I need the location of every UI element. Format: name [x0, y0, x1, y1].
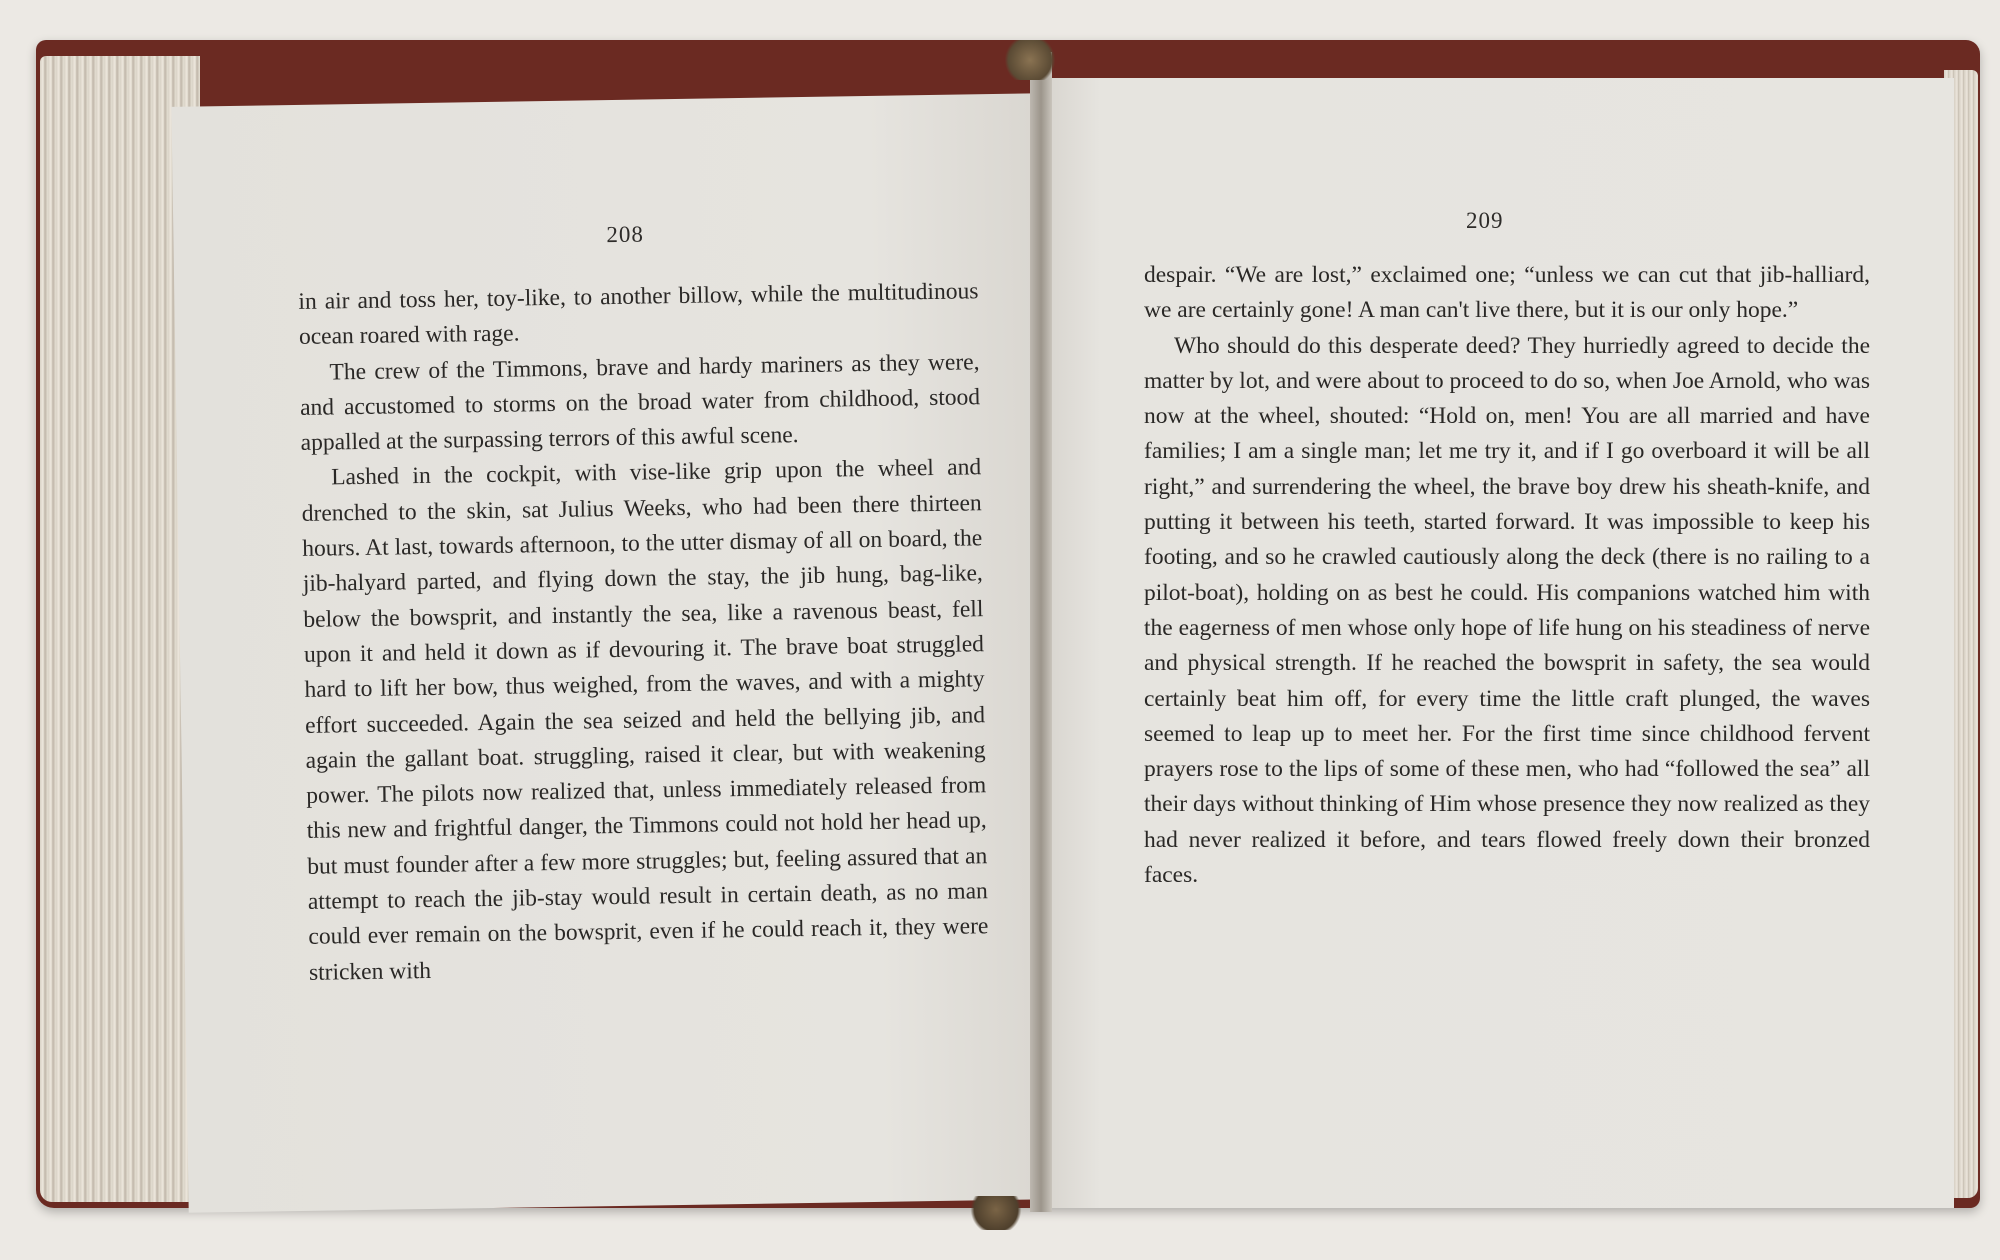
- right-paragraph-2: Who should do this desperate deed? They hurriedly agreed to decide the matter by lot, and were about to proceed to do so, when Joe Arnold, who was now at the wheel, shouted: “Hold on, men! You are all married and have families; I am a single man; let me try it, and if I go overboard it will be all right,” and surrendering the wheel, the brave boy drew his sheath-knife, and putting it between his teeth, started forward. It was impossible to keep his footing, and so he crawled cautiously along the deck (there is no railing to a pilot-boat), holding on as best he could. His companions watched him with the eagerness of men whose only hope of life hung on his steadiness of nerve and physical strength. If he reached the bowsprit in safety, the sea would certainly beat him off, for every time the little craft plunged, the waves seemed to leap up to meet her. For the first time since childhood fervent prayers rose to the lips of some of these men, who had “followed the sea” all their days without thinking of Him whose presence they now realized as they had never realized it before, and tears flowed freely down their bronzed faces.: [1144, 332, 1870, 889]
- left-page: [171, 93, 1058, 1213]
- book-gutter: [1030, 52, 1052, 1212]
- left-page-text: [298, 274, 989, 991]
- left-paragraph-1: in air and toss her, toy-like, to another billow, while the multitudinous ocean roared with rage.: [298, 278, 979, 351]
- right-page-text: [1144, 258, 1870, 893]
- binding-thread-top: [1000, 40, 1060, 80]
- right-page-number: 209: [1466, 208, 1504, 233]
- left-page-number: 208: [606, 221, 645, 248]
- left-paragraph-2: The crew of the Timmons, brave and hardy mariners as they were, and accustomed to storms on the broad water from childhood, stood appalled at the surpassing terrors of this awful scene.: [299, 348, 981, 457]
- left-paragraph-3: Lashed in the cockpit, with vise-like grip upon the wheel and drenched to the skin, sat Julius Weeks, who had been there thirteen hours. At last, towards afternoon, to the utter dismay of all on board, the jib-halyard parted, and flying down the stay, the jib hung, bag-like, below the bowsprit, and instantly the sea, like a ravenous beast, fell upon it and held it down as if devouring it. The brave boat struggled hard to lift her bow, thus weighed, from the waves, and with a mighty effort succeeded. Again the sea seized and held the bellying jib, and again the gallant boat. struggling, raised it clear, but with weakening power. The pilots now realized that, unless immediately released from this new and frightful danger, the Timmons could not hold her head up, but must founder after a few more struggles; but, feeling assured that an attempt to reach the jib-stay would result in certain death, as no man could ever remain on the bowsprit, even if he could reach it, they were stricken with: [301, 454, 989, 986]
- binding-thread-bottom: [966, 1196, 1026, 1230]
- right-paragraph-1: despair. “We are lost,” exclaimed one; “unless we can cut that jib-halliard, we are certainly gone! A man can't live there, but it is our only hope.”: [1144, 262, 1870, 324]
- right-page: [1046, 78, 1954, 1208]
